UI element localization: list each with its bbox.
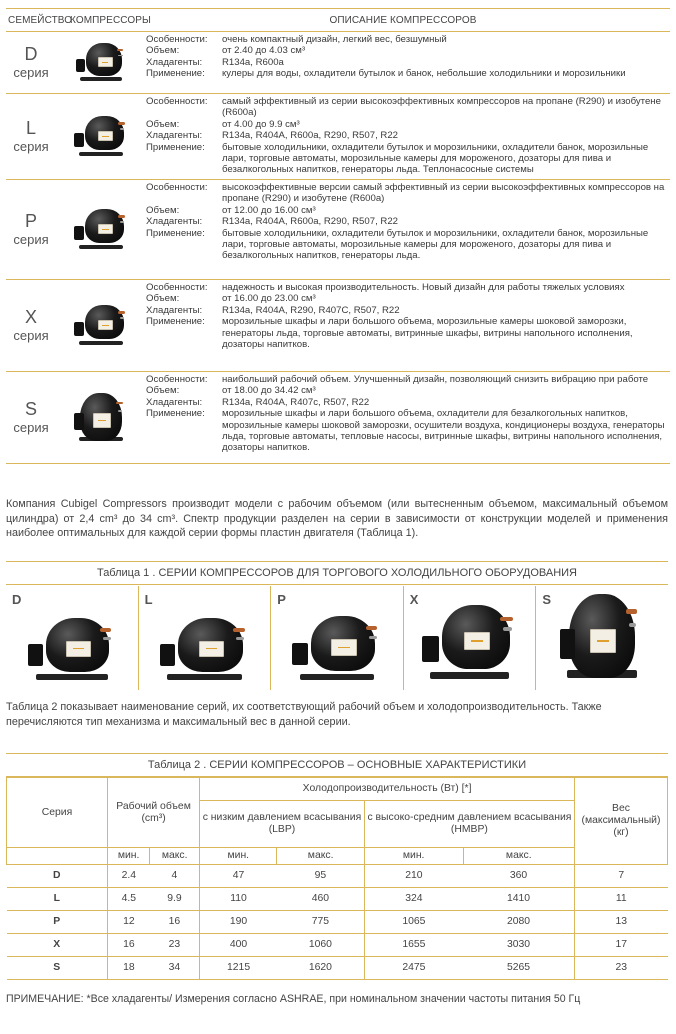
subhdr-hmin: мин. bbox=[364, 848, 463, 865]
table-row bbox=[7, 934, 668, 957]
subhdr-vmin: мин. bbox=[108, 848, 150, 865]
series-letter: D bbox=[24, 43, 38, 64]
description-key: Хладагенты: bbox=[146, 56, 203, 68]
cell-hmin: 210 bbox=[364, 865, 463, 888]
series-letter: S bbox=[24, 398, 37, 419]
description-key: Объем: bbox=[146, 118, 180, 130]
compressor-cell bbox=[56, 94, 146, 179]
series-row-s bbox=[6, 372, 670, 464]
cell-vmin: 12 bbox=[108, 911, 150, 934]
description-line bbox=[146, 316, 670, 350]
cell-hmin: 2475 bbox=[364, 957, 463, 980]
series-description bbox=[146, 94, 670, 179]
compressor-image bbox=[418, 600, 522, 686]
cell-w: 13 bbox=[575, 911, 668, 934]
footnote: ПРИМЕЧАНИЕ: *Все хладагенты/ Измерения согласно ASHRAE, при номинальном значении частоты питания 50 Гц bbox=[6, 993, 581, 1005]
description-line bbox=[146, 385, 670, 396]
cell-vmin: 4.5 bbox=[108, 888, 150, 911]
table-row bbox=[7, 957, 668, 980]
description-value: R134a, R600a bbox=[222, 56, 284, 68]
cell-w: 11 bbox=[575, 888, 668, 911]
subhdr-blank bbox=[7, 848, 108, 865]
description-line bbox=[146, 142, 670, 176]
subhdr-hmax: макс. bbox=[463, 848, 574, 865]
cell-lmin: 110 bbox=[200, 888, 277, 911]
series-image-cell-s bbox=[535, 586, 668, 690]
characteristics-table bbox=[6, 777, 668, 980]
description-line bbox=[146, 119, 670, 130]
header-family: СЕМЕЙСТВО bbox=[8, 14, 73, 26]
description-key: Особенности: bbox=[146, 182, 208, 193]
cell-lmin: 400 bbox=[200, 934, 277, 957]
cell-series: D bbox=[7, 865, 108, 888]
description-key: Хладагенты: bbox=[146, 396, 203, 408]
compressor-cell bbox=[56, 32, 146, 93]
series-image-cell-x bbox=[403, 586, 536, 690]
description-value: бытовые холодильники, охладители бутылок и морозильники, охладители банок, морозильные лари, торговые автоматы, морозильные камеры для мороженого, дозаторы для пива и безалкогольных напитков, генераторы льда. bbox=[222, 227, 649, 262]
description-line bbox=[146, 34, 670, 45]
description-key: Хладагенты: bbox=[146, 130, 203, 142]
description-value: R134a, R404A, R600a, R290, R507, R22 bbox=[222, 130, 398, 142]
description-key: Хладагенты: bbox=[146, 304, 203, 316]
description-key: Хладагенты: bbox=[146, 216, 203, 228]
series-name bbox=[6, 180, 56, 279]
description-value: надежность и высокая производительность. Новый дизайн для работы тяжелых условиях bbox=[222, 282, 625, 293]
compressor-image bbox=[72, 390, 130, 446]
series-tag: D bbox=[12, 592, 22, 607]
table1-title: Таблица 1 . СЕРИИ КОМПРЕССОРОВ ДЛЯ ТОРГОВОГО ХОЛОДИЛЬНОГО ОБОРУДОВАНИЯ bbox=[6, 561, 668, 585]
description-value: морозильные шкафы и лари большого объема, морозильные камеры шоковой заморозки, генераторы льда, торговые автоматы, витринные шкафы, витрины напольного исполнения, дозаторы напитков. bbox=[222, 316, 633, 351]
description-line bbox=[146, 216, 670, 227]
cell-lmax: 1620 bbox=[277, 957, 364, 980]
description-value: от 18.00 до 34.42 см³ bbox=[222, 385, 316, 397]
description-value: от 12.00 до 16.00 см³ bbox=[222, 204, 316, 216]
series-name bbox=[6, 372, 56, 463]
description-value: R134a, R404A, R407c, R507, R22 bbox=[222, 396, 370, 408]
table-header bbox=[6, 8, 670, 32]
compressor-cell bbox=[56, 280, 146, 371]
cell-series: L bbox=[7, 888, 108, 911]
description-key: Особенности: bbox=[146, 96, 208, 107]
description-value: бытовые холодильники, охладители бутылок и морозильники, охладители банок, морозильные лари, торговые автоматы, морозильные камеры для мороженого, дозаторы для пива и безалкогольных напитков, генераторы льда. Теплонасосные системы bbox=[222, 141, 649, 176]
description-value: от 16.00 до 23.00 см³ bbox=[222, 293, 316, 305]
series-row-l bbox=[6, 94, 670, 180]
header-compressors: КОМПРЕССОРЫ bbox=[70, 14, 151, 26]
description-key: Особенности: bbox=[146, 34, 208, 45]
description-key: Особенности: bbox=[146, 374, 208, 385]
description-key: Объем: bbox=[146, 293, 180, 305]
description-value: очень компактный дизайн, легкий вес, безшумный bbox=[222, 34, 447, 45]
description-key: Применение: bbox=[146, 227, 205, 239]
cell-w: 17 bbox=[575, 934, 668, 957]
description-value: наибольший рабочий объем. Улучшенный дизайн, позволяющий снизить вибрацию при работе bbox=[222, 374, 649, 385]
compressor-image bbox=[72, 207, 130, 253]
series-description bbox=[146, 372, 670, 463]
description-value: кулеры для воды, охладители бутылок и банок, небольшие холодильники и морозильники bbox=[222, 68, 626, 80]
series-description bbox=[146, 180, 670, 279]
description-line bbox=[146, 282, 670, 293]
series-word: серия bbox=[13, 419, 49, 435]
series-image-cell-d bbox=[6, 586, 138, 690]
cell-vmax: 16 bbox=[150, 911, 200, 934]
table2-title: Таблица 2 . СЕРИИ КОМПРЕССОРОВ – ОСНОВНЫЕ ХАРАКТЕРИСТИКИ bbox=[6, 753, 668, 777]
cell-lmax: 1060 bbox=[277, 934, 364, 957]
description-key: Объем: bbox=[146, 45, 180, 57]
series-description bbox=[146, 280, 670, 371]
subhdr-lmin: мин. bbox=[200, 848, 277, 865]
description-line bbox=[146, 96, 670, 119]
series-letter: P bbox=[24, 210, 37, 231]
table-row bbox=[7, 865, 668, 888]
table-row bbox=[7, 911, 668, 934]
series-tag: P bbox=[277, 592, 286, 607]
cell-series: S bbox=[7, 957, 108, 980]
cell-vmax: 34 bbox=[150, 957, 200, 980]
description-line bbox=[146, 374, 670, 385]
series-row-d bbox=[6, 32, 670, 94]
cell-w: 23 bbox=[575, 957, 668, 980]
compressor-image bbox=[72, 303, 130, 349]
header-description: ОПИСАНИЕ КОМПРЕССОРОВ bbox=[329, 14, 477, 26]
compressor-image bbox=[288, 612, 386, 686]
series-description bbox=[146, 32, 670, 93]
col-hmbp: с высоко-средним давлением всасывания (HMBP) bbox=[364, 801, 574, 848]
description-value: R134a, R404A, R600a, R290, R507, R22 bbox=[222, 216, 398, 228]
description-line bbox=[146, 305, 670, 316]
cell-hmin: 1655 bbox=[364, 934, 463, 957]
cell-vmin: 2.4 bbox=[108, 865, 150, 888]
table-row bbox=[7, 888, 668, 911]
cell-hmax: 1410 bbox=[463, 888, 574, 911]
compressor-image bbox=[72, 114, 130, 160]
table2-intro-paragraph: Таблица 2 показывает наименование серий, их соответствующий рабочий объем и холодопроизводительность. Также перечисляются тип механизма и максимальный вес в данной серии. bbox=[6, 701, 602, 728]
compressor-cell bbox=[56, 180, 146, 279]
col-series: Серия bbox=[7, 778, 108, 848]
description-key: Объем: bbox=[146, 385, 180, 397]
intro-paragraph: Компания Cubigel Compressors производит модели с рабочим объемом (или вытесненным объемом, максимальный объемом цилиндра) от 2,4 cm³ до 34 cm³. Спектр продукции разделен на серии в зависимости от конструкции моделей и применения наиболее оптимальных для каждой серии формы пластин двигателя (Таблица 1). bbox=[6, 498, 668, 539]
cell-hmax: 3030 bbox=[463, 934, 574, 957]
series-word: серия bbox=[13, 64, 49, 80]
cell-hmin: 324 bbox=[364, 888, 463, 911]
compressor-image bbox=[74, 41, 128, 85]
description-key: Объем: bbox=[146, 204, 180, 216]
description-line bbox=[146, 45, 670, 56]
cell-series: X bbox=[7, 934, 108, 957]
cell-vmin: 16 bbox=[108, 934, 150, 957]
cell-hmax: 2080 bbox=[463, 911, 574, 934]
description-key: Особенности: bbox=[146, 282, 208, 293]
description-line bbox=[146, 408, 670, 454]
description-line bbox=[146, 182, 670, 205]
compressor-image bbox=[156, 614, 254, 686]
description-line bbox=[146, 228, 670, 262]
cell-lmax: 95 bbox=[277, 865, 364, 888]
series-letter: X bbox=[24, 306, 37, 327]
compressor-image bbox=[24, 614, 120, 686]
cell-vmax: 4 bbox=[150, 865, 200, 888]
col-volume: Рабочий объем (cm³) bbox=[108, 778, 200, 848]
series-name bbox=[6, 280, 56, 371]
description-value: от 2.40 до 4.03 см³ bbox=[222, 45, 306, 57]
series-word: серия bbox=[13, 327, 49, 343]
col-cooling: Холодопроизводительность (Вт) [*] bbox=[200, 778, 575, 801]
series-tag: L bbox=[144, 592, 153, 607]
subhdr-vmax: макс. bbox=[150, 848, 200, 865]
col-weight: Вес (максимальный) (кг) bbox=[575, 778, 668, 865]
series-word: серия bbox=[13, 231, 49, 247]
description-value: высокоэффективные версии самый эффективный из серии высокоэффективных компрессоров на пропане (R290) и изобутене (R600a) bbox=[222, 182, 665, 205]
series-name bbox=[6, 32, 56, 93]
series-image-cell-l bbox=[138, 586, 271, 690]
cell-vmax: 9.9 bbox=[150, 888, 200, 911]
compressor-cell bbox=[56, 372, 146, 463]
description-line bbox=[146, 130, 670, 141]
cell-lmin: 190 bbox=[200, 911, 277, 934]
description-key: Применение: bbox=[146, 68, 205, 80]
description-line bbox=[146, 397, 670, 408]
description-line bbox=[146, 68, 670, 79]
series-image-cell-p bbox=[270, 586, 403, 690]
col-lbp: с низким давлением всасывания (LBP) bbox=[200, 801, 365, 848]
series-word: серия bbox=[13, 138, 49, 154]
description-line bbox=[146, 293, 670, 304]
cell-hmax: 360 bbox=[463, 865, 574, 888]
description-line bbox=[146, 57, 670, 68]
cell-lmin: 1215 bbox=[200, 957, 277, 980]
series-row-x bbox=[6, 280, 670, 372]
description-value: от 4.00 до 9.9 см³ bbox=[222, 118, 300, 130]
cell-hmin: 1065 bbox=[364, 911, 463, 934]
cell-vmax: 23 bbox=[150, 934, 200, 957]
description-key: Применение: bbox=[146, 408, 205, 420]
cell-w: 7 bbox=[575, 865, 668, 888]
series-letter: L bbox=[25, 117, 36, 138]
cell-hmax: 5265 bbox=[463, 957, 574, 980]
description-value: морозильные шкафы и лари большого объема, охладители для безалкогольных напитков, морозильные камеры шоковой заморозки, осушители воздуха, кондиционеры воздуха, генераторы льда, торговые автоматы, тепловые насосы, витринные шкафы, витрины напольного исполнения, дозаторы напитков. bbox=[222, 408, 665, 454]
series-description-table bbox=[6, 8, 670, 464]
subhdr-lmax: макс. bbox=[277, 848, 364, 865]
series-tag: X bbox=[409, 592, 419, 607]
cell-lmax: 775 bbox=[277, 911, 364, 934]
series-name bbox=[6, 94, 56, 179]
cell-lmin: 47 bbox=[200, 865, 277, 888]
description-value: R134a, R404A, R290, R407C, R507, R22 bbox=[222, 304, 400, 316]
description-key: Применение: bbox=[146, 141, 205, 153]
description-line bbox=[146, 205, 670, 216]
compressor-image bbox=[556, 588, 648, 686]
cell-lmax: 460 bbox=[277, 888, 364, 911]
series-row-p bbox=[6, 180, 670, 280]
series-images-strip bbox=[6, 586, 668, 690]
description-key: Применение: bbox=[146, 316, 205, 328]
series-tag: S bbox=[542, 592, 552, 607]
cell-series: P bbox=[7, 911, 108, 934]
cell-vmin: 18 bbox=[108, 957, 150, 980]
description-value: самый эффективный из серии высокоэффективных компрессоров на пропане (R290) и изобутене (R600a) bbox=[222, 96, 661, 119]
